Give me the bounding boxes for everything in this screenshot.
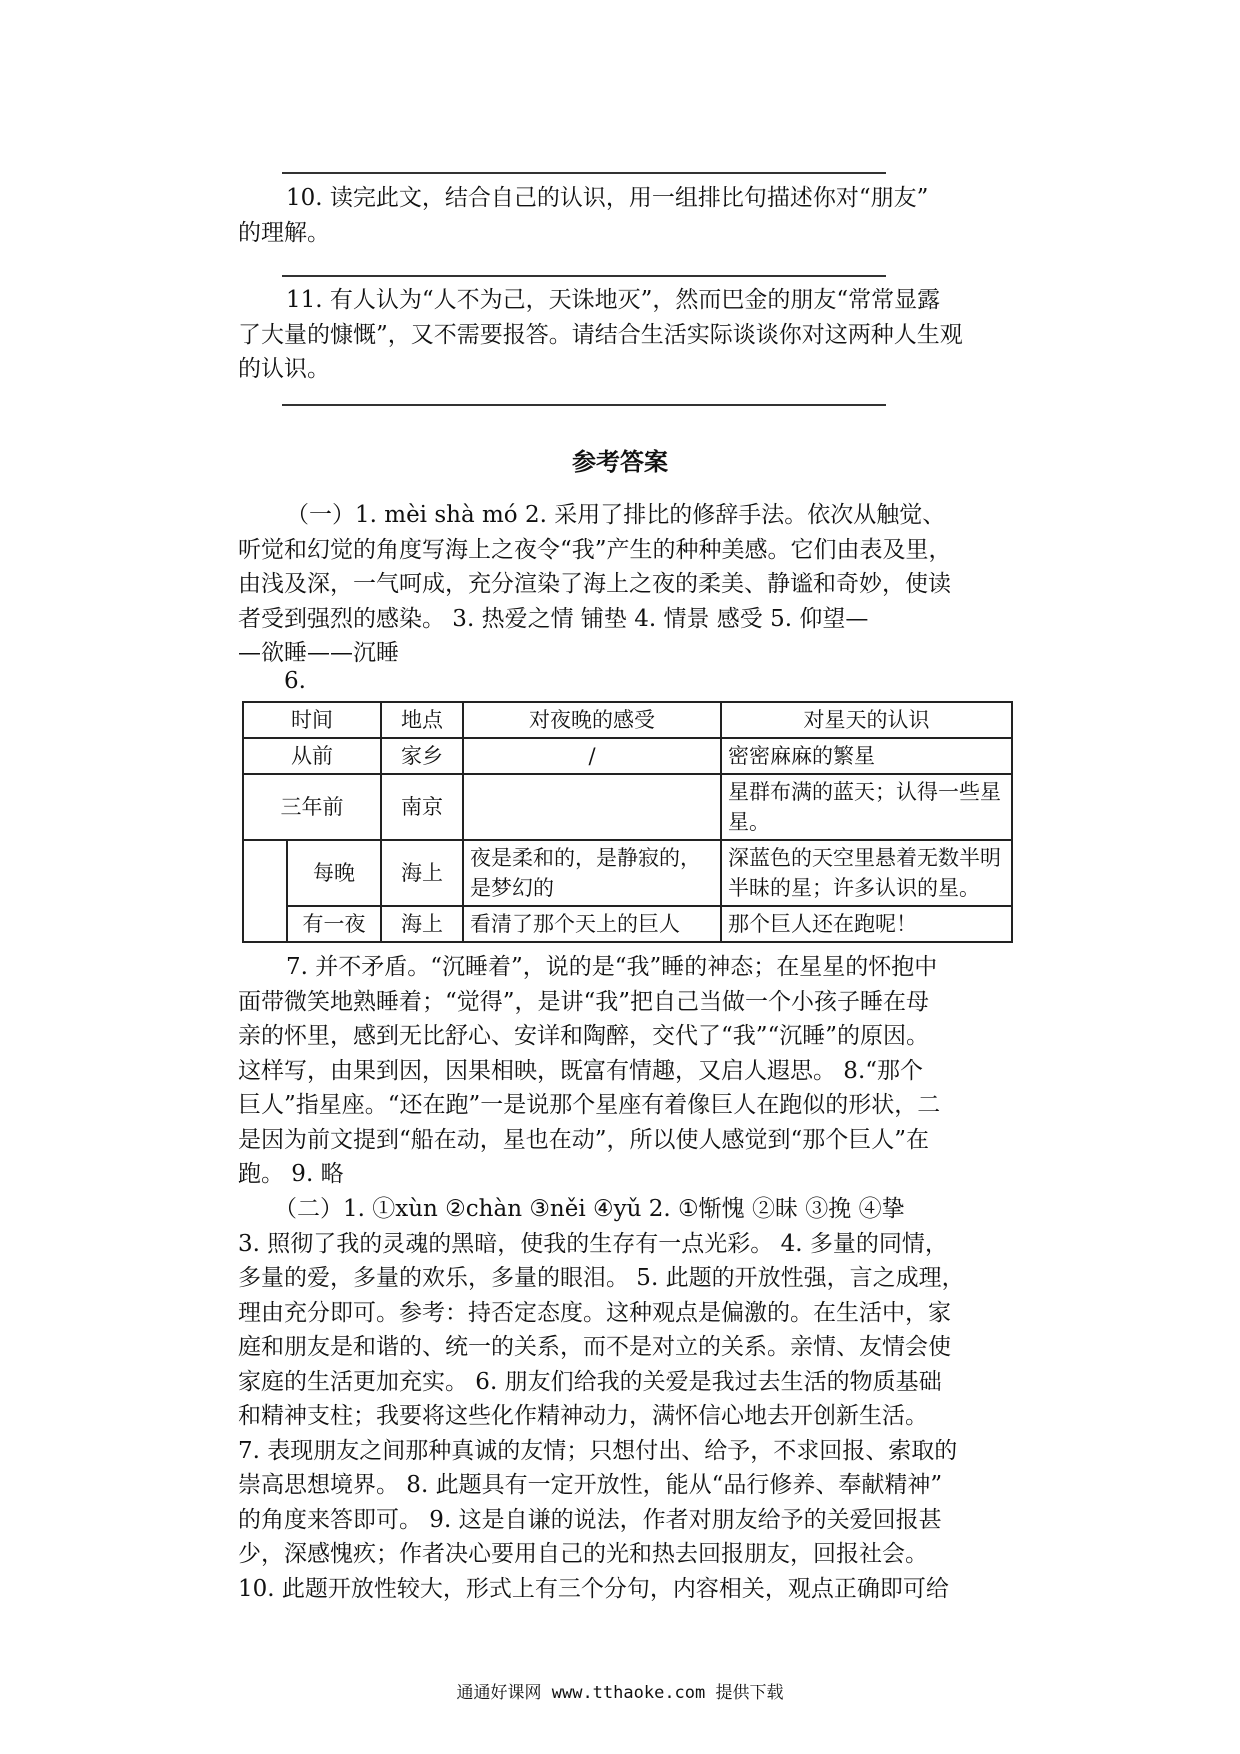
answer-line: 这样写，由果到因，因果相映，既富有情趣，又启人遐思。 8.“那个: [238, 1057, 924, 1084]
table-cell: 海上: [381, 906, 463, 942]
answer-line: 由浅及深，一气呵成，充分渲染了海上之夜的柔美、静谧和奇妙，使读: [238, 571, 951, 597]
table-cell: 海上: [381, 840, 463, 906]
answer-line: 巨人”指星座。“还在跑”一是说那个星座有着像巨人在跑似的形状，二: [238, 1092, 941, 1118]
answers-part-1: [238, 498, 1018, 671]
question-line: 的认识。: [238, 356, 330, 382]
answer-line: 3. 照彻了我的灵魂的黑暗，使我的生存有一点光彩。 4. 多量的同情，: [238, 1230, 948, 1257]
answer-line: 的角度来答即可。 9. 这是自谦的说法，作者对朋友给予的关爱回报甚: [238, 1506, 942, 1533]
answer-line: 跑。 9. 略: [238, 1161, 344, 1187]
table-header: 时间: [243, 702, 381, 738]
answer-line: （一）1. mèi shà mó 2. 采用了排比的修辞手法。依次从触觉、: [286, 502, 946, 528]
question-6-label: 6.: [284, 668, 306, 694]
answer-line-q11: [282, 404, 886, 406]
table-cell: 从前: [243, 738, 381, 774]
table-cell: 有一夜: [287, 906, 381, 942]
answers-part-2: [238, 950, 1018, 1192]
answer-line: 面带微笑地熟睡着；“觉得”，是讲“我”把自己当做一个小孩子睡在母: [238, 988, 930, 1015]
question-11: [238, 283, 1018, 387]
answer-line: —欲睡——沉睡: [238, 640, 399, 666]
answer-line: 者受到强烈的感染。 3. 热爱之情 铺垫 4. 情景 感受 5. 仰望—: [238, 605, 869, 632]
table-header: 地点: [381, 702, 463, 738]
answer-line: 听觉和幻觉的角度写海上之夜令“我”产生的种种美感。它们由表及里，: [238, 536, 952, 563]
table-cell: 每晚: [287, 840, 381, 906]
table-header: 对夜晚的感受: [463, 702, 721, 738]
table-cell: 密密麻麻的繁星: [721, 738, 1012, 774]
table-cell-spacer: [243, 840, 287, 942]
answer-line: 是因为前文提到“船在动，星也在动”，所以使人感觉到“那个巨人”在: [238, 1126, 930, 1153]
page-footer: 通通好课网 www.tthaoke.com 提供下载: [456, 1683, 784, 1703]
table-cell: 夜是柔和的，是静寂的，是梦幻的: [463, 840, 721, 906]
table-header: 对星天的认识: [721, 702, 1012, 738]
table-row: [243, 840, 1012, 906]
answer-line: 理由充分即可。参考：持否定态度。这种观点是偏激的。在生活中，家: [238, 1299, 951, 1326]
question-line: 了大量的慷慨”，又不需要报答。请结合生活实际谈谈你对这两种人生观: [238, 321, 963, 348]
answer-line: 多量的爱，多量的欢乐，多量的眼泪。 5. 此题的开放性强，言之成理，: [238, 1265, 965, 1291]
answer-line-q9: [282, 172, 886, 174]
table-cell: 家乡: [381, 738, 463, 774]
answer-line: 10. 此题开放性较大，形式上有三个分句，内容相关，观点正确即可给: [238, 1575, 949, 1602]
question-line: 10. 读完此文，结合自己的认识，用一组排比句描述你对“朋友”: [286, 185, 929, 211]
question-10: [238, 181, 1018, 250]
question-line: 11. 有人认为“人不为己，天诛地灭”，然而巴金的朋友“常常显露: [286, 287, 941, 313]
answer-line: 7. 表现朋友之间那种真诚的友情；只想付出、给予，不求回报、索取的: [238, 1437, 958, 1464]
answer-table: [242, 701, 1013, 943]
answer-line: 少，深感愧疚；作者决心要用自己的光和热去回报朋友，回报社会。: [238, 1541, 928, 1567]
question-line: 的理解。: [238, 219, 330, 246]
table-row: [243, 738, 1012, 774]
table-cell: 深蓝色的天空里悬着无数半明半昧的星；许多认识的星。: [721, 840, 1012, 906]
answer-line: （二）1. ①xùn ②chàn ③něi ④yǔ 2. ①惭愧 ②昧 ③挽 ④挚: [274, 1196, 905, 1222]
table-cell: /: [463, 738, 721, 774]
table-row: [243, 774, 1012, 840]
answers-part-3: [238, 1192, 1018, 1606]
table-header-row: [243, 702, 1012, 738]
table-cell: [463, 774, 721, 840]
table-row: [243, 906, 1012, 942]
answer-line: 亲的怀里，感到无比舒心、安详和陶醉，交代了“我”“沉睡”的原因。: [238, 1023, 930, 1049]
table-cell: 南京: [381, 774, 463, 840]
answer-line: 7. 并不矛盾。“沉睡着”，说的是“我”睡的神态；在星星的怀抱中: [286, 954, 938, 980]
table-cell: 那个巨人还在跑呢！: [721, 906, 1012, 942]
answer-line: 庭和朋友是和谐的、统一的关系，而不是对立的关系。亲情、友情会使: [238, 1334, 951, 1360]
answer-line: 家庭的生活更加充实。 6. 朋友们给我的关爱是我过去生活的物质基础: [238, 1368, 942, 1395]
answers-title: 参考答案: [572, 448, 668, 476]
answer-line: 崇高思想境界。 8. 此题具有一定开放性，能从“品行修养、奉献精神”: [238, 1472, 943, 1498]
table-cell: 看清了那个天上的巨人: [463, 906, 721, 942]
table-cell: 三年前: [243, 774, 381, 840]
answer-line: 和精神支柱；我要将这些化作精神动力，满怀信心地去开创新生活。: [238, 1403, 928, 1429]
answer-line-q10: [282, 275, 886, 277]
table-cell: 星群布满的蓝天；认得一些星星。: [721, 774, 1012, 840]
